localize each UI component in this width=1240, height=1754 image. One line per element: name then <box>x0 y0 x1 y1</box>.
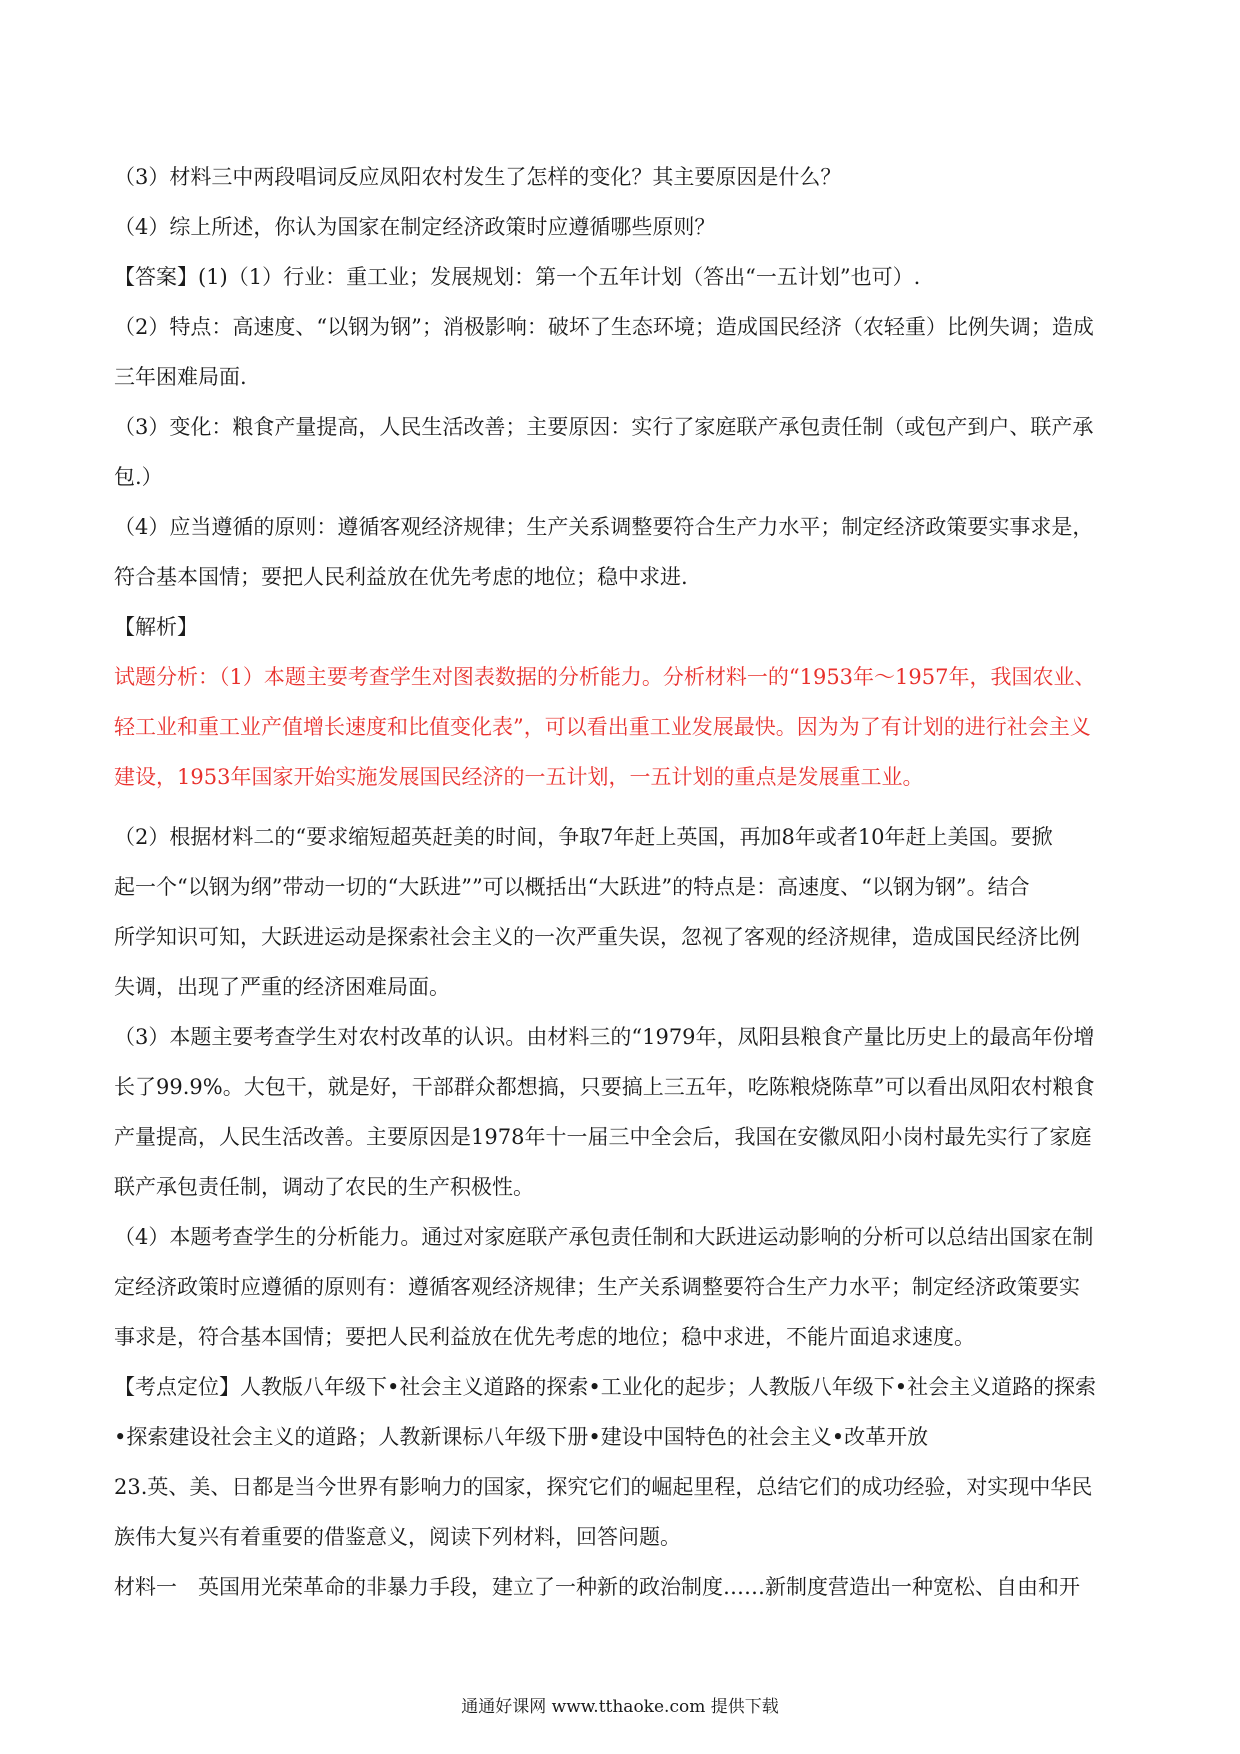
kaodian-line-2: •探索建设社会主义的道路；人教新课标八年级下册•建设中国特色的社会主义•改革开放 <box>114 1425 929 1449</box>
answer-2-line-2: 三年困难局面. <box>114 365 247 389</box>
analysis-2-line-4: 失调，出现了严重的经济困难局面。 <box>114 975 450 999</box>
answer-3-line-2: 包.） <box>114 465 163 489</box>
page-footer: 通通好课网 www.tthaoke.com 提供下载 <box>461 1697 779 1717</box>
analysis-red-line-1: 试题分析：（1）本题主要考查学生对图表数据的分析能力。分析材料一的“1953年～1957年，我国农业、 <box>114 665 1096 689</box>
answer-heading-line: 【答案】(1)（1）行业：重工业；发展规划：第一个五年计划（答出“一五计划”也可）. <box>114 265 921 289</box>
analysis-3-line-3: 产量提高，人民生活改善。主要原因是1978年十一届三中全会后，我国在安徽凤阳小岗村最先实行了家庭 <box>114 1125 1092 1149</box>
answer-2-line-1: （2）特点：高速度、“以钢为钢”；消极影响：破坏了生态环境；造成国民经济（农轻重）比例失调；造成 <box>114 315 1094 339</box>
question-23-line-2: 族伟大复兴有着重要的借鉴意义，阅读下列材料，回答问题。 <box>114 1525 681 1549</box>
analysis-2-line-2: 起一个“以钢为纲”带动一切的“大跃进””可以概括出“大跃进”的特点是：高速度、“以钢为钢”。结合 <box>114 875 1030 899</box>
analysis-red-line-2: 轻工业和重工业产值增长速度和比值变化表”，可以看出重工业发展最快。因为为了有计划的进行社会主义 <box>114 715 1091 739</box>
question-3-text: （3）材料三中两段唱词反应凤阳农村发生了怎样的变化？其主要原因是什么？ <box>114 165 842 189</box>
answer-4-line-2: 符合基本国情；要把人民利益放在优先考虑的地位；稳中求进. <box>114 565 688 589</box>
analysis-4-line-3: 事求是，符合基本国情；要把人民利益放在优先考虑的地位；稳中求进，不能片面追求速度。 <box>114 1325 975 1349</box>
analysis-4-line-2: 定经济政策时应遵循的原则有：遵循客观经济规律；生产关系调整要符合生产力水平；制定经济政策要实 <box>114 1275 1080 1299</box>
material-1-line: 材料一 英国用光荣革命的非暴力手段，建立了一种新的政治制度……新制度营造出一种宽松、自由和开 <box>114 1575 1080 1599</box>
question-23-line-1: 23.英、美、日都是当今世界有影响力的国家，探究它们的崛起里程，总结它们的成功经验，对实现中华民 <box>114 1475 1093 1499</box>
question-4-text: （4）综上所述，你认为国家在制定经济政策时应遵循哪些原则？ <box>114 215 716 239</box>
analysis-heading: 【解析】 <box>114 615 198 639</box>
analysis-4-line-1: （4）本题考查学生的分析能力。通过对家庭联产承包责任制和大跃进运动影响的分析可以总结出国家在制 <box>114 1225 1094 1249</box>
analysis-2-line-1: （2）根据材料二的“要求缩短超英赶美的时间，争取7年赶上英国，再加8年或者10年赶上美国。要掀 <box>114 825 1053 849</box>
analysis-red-line-3: 建设，1953年国家开始实施发展国民经济的一五计划，一五计划的重点是发展重工业。 <box>114 765 924 789</box>
analysis-3-line-4: 联产承包责任制，调动了农民的生产积极性。 <box>114 1175 534 1199</box>
analysis-3-line-2: 长了99.9%。大包干，就是好，干部群众都想搞，只要搞上三五年，吃陈粮烧陈草”可以看出凤阳农村粮食 <box>114 1075 1095 1099</box>
analysis-3-line-1: （3）本题主要考查学生对农村改革的认识。由材料三的“1979年，凤阳县粮食产量比历史上的最高年份增 <box>114 1025 1095 1049</box>
answer-4-line-1: （4）应当遵循的原则：遵循客观经济规律；生产关系调整要符合生产力水平；制定经济政策要实事求是， <box>114 515 1094 539</box>
page-content <box>114 152 1130 1612</box>
analysis-2-line-3: 所学知识可知，大跃进运动是探索社会主义的一次严重失误，忽视了客观的经济规律，造成国民经济比例 <box>114 925 1080 949</box>
answer-3-line-1: （3）变化：粮食产量提高，人民生活改善；主要原因：实行了家庭联产承包责任制（或包产到户、联产承 <box>114 415 1094 439</box>
kaodian-line-1: 【考点定位】人教版八年级下•社会主义道路的探索•工业化的起步；人教版八年级下•社会主义道路的探索 <box>114 1375 1097 1399</box>
